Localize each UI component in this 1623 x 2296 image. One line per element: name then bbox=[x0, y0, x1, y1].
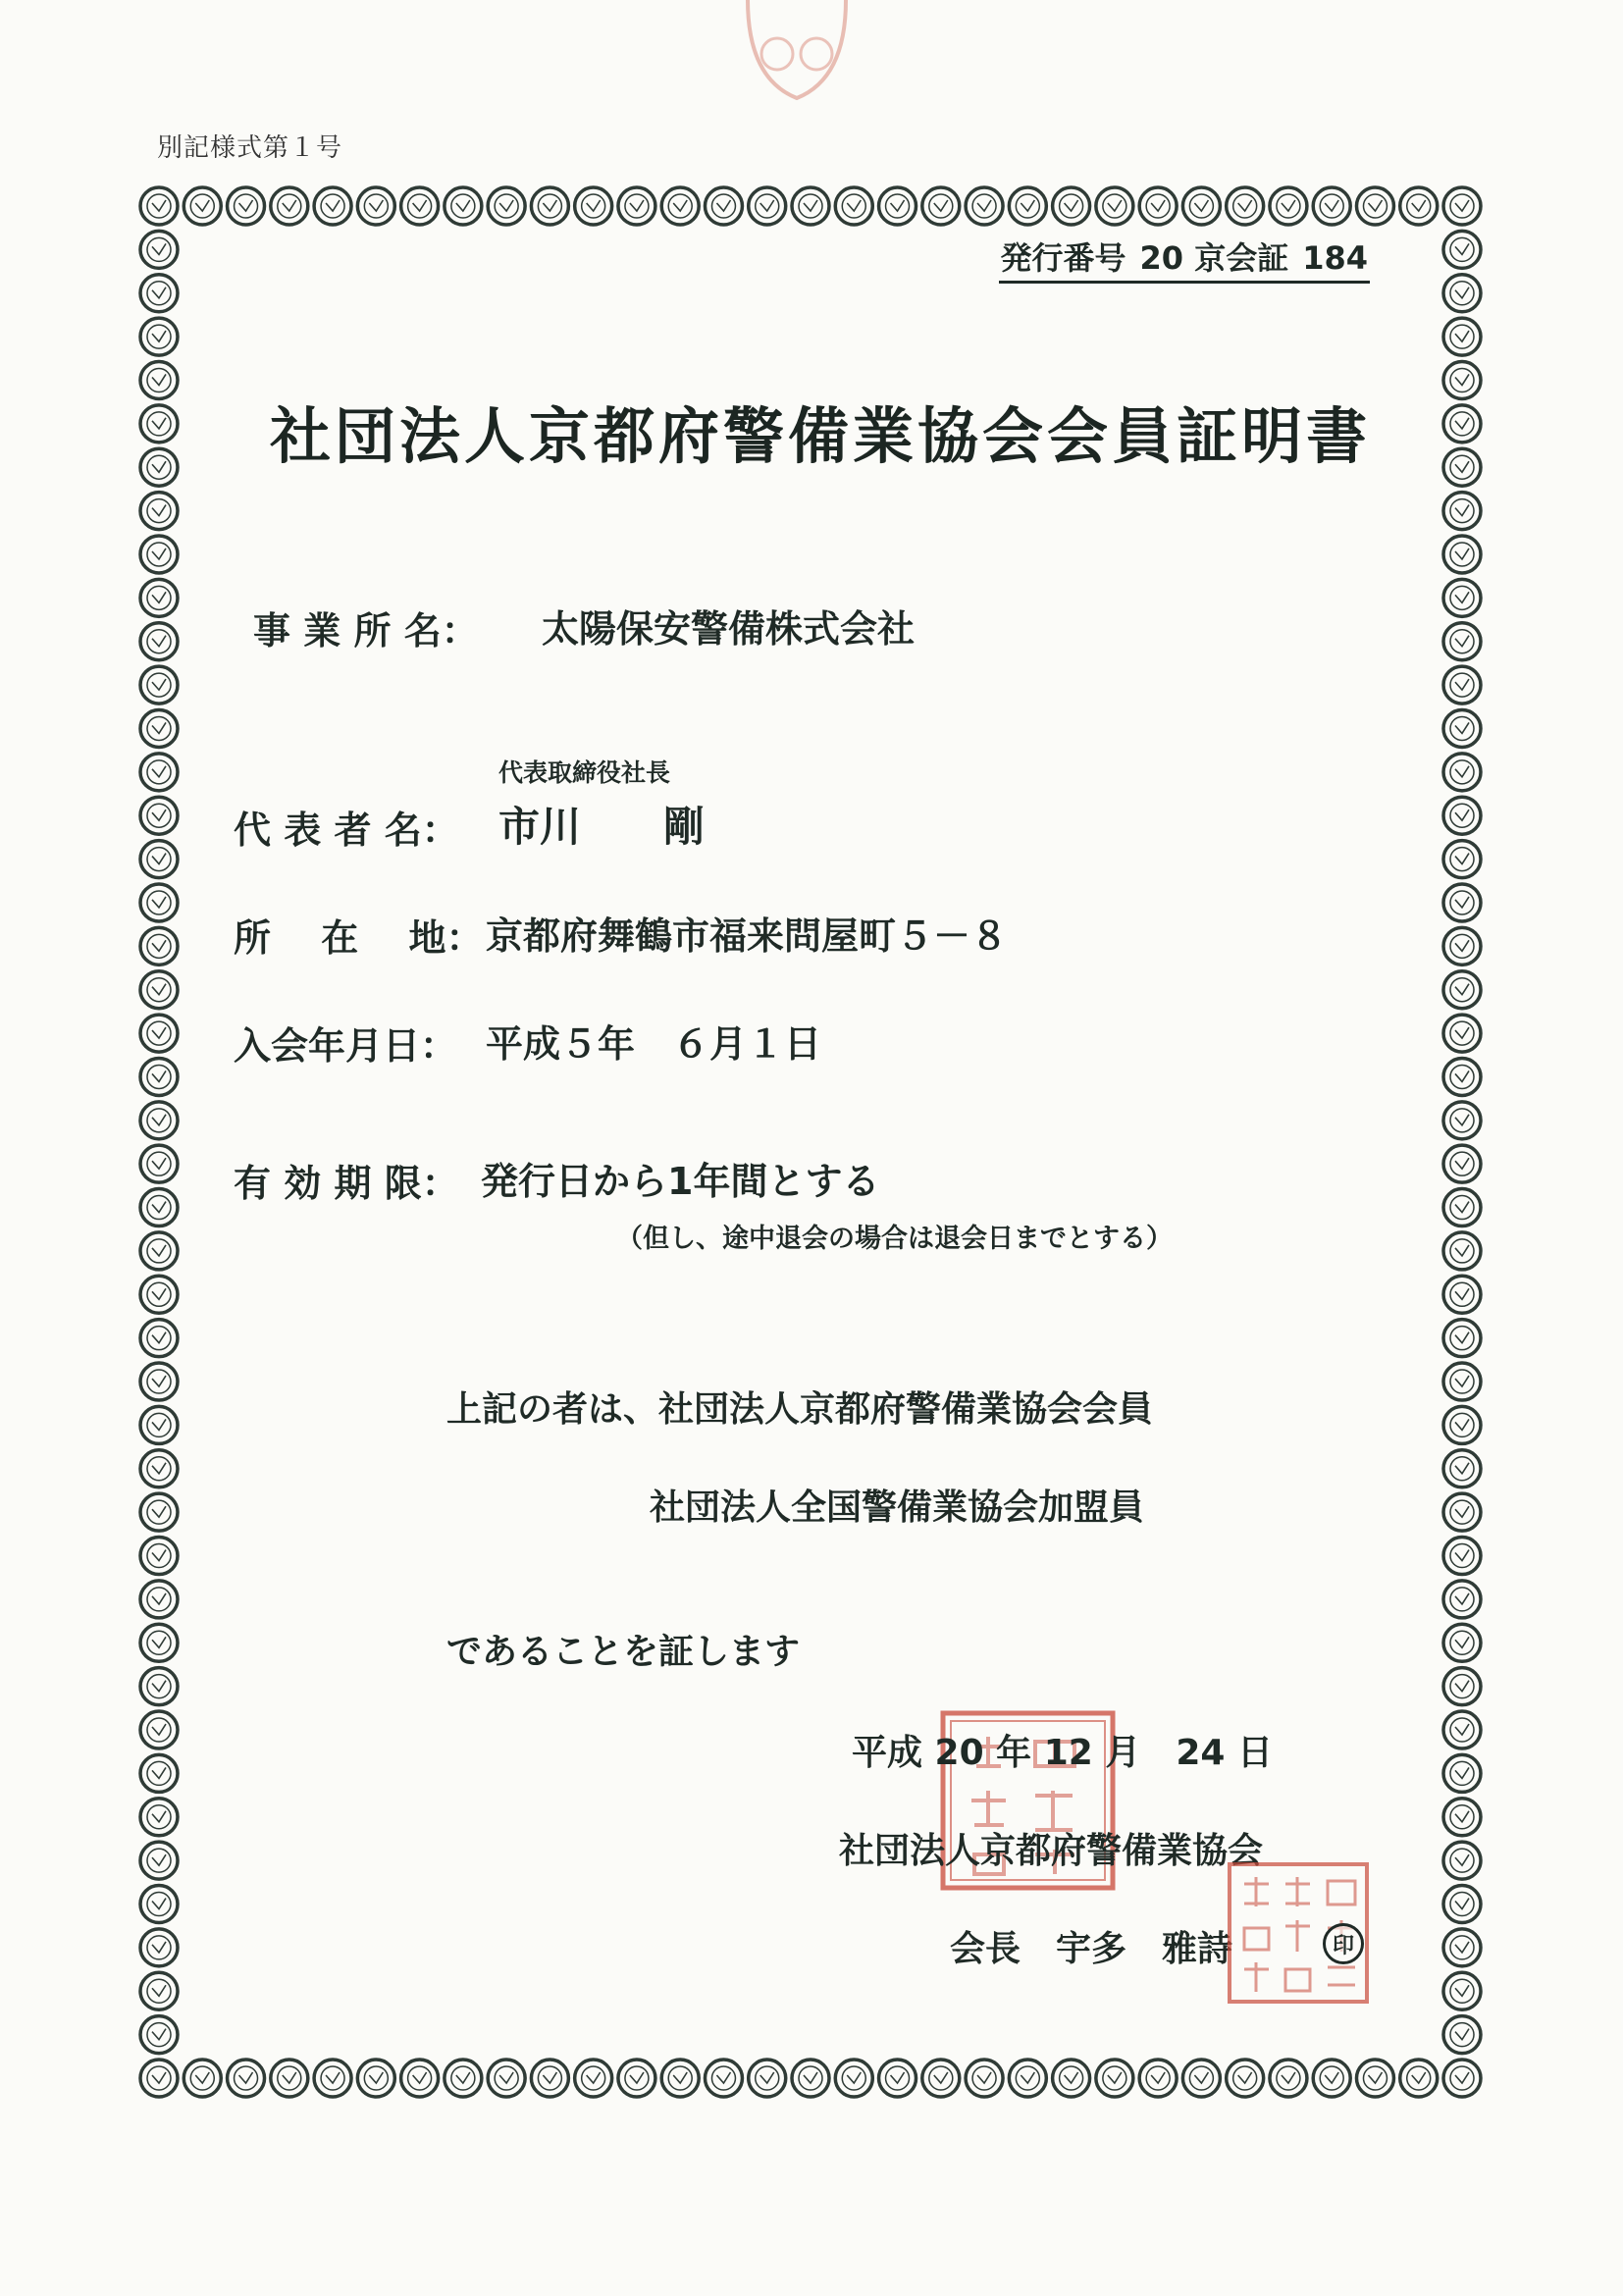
clock-ornament-icon bbox=[1443, 187, 1481, 225]
clock-ornament-icon bbox=[1443, 754, 1481, 791]
clock-ornament-icon bbox=[575, 187, 612, 225]
clock-ornament-icon bbox=[1443, 493, 1481, 530]
clock-ornament-icon bbox=[140, 1232, 178, 1270]
clock-ornament-icon bbox=[1139, 2060, 1177, 2097]
clock-ornament-icon bbox=[140, 841, 178, 878]
clock-ornament-icon bbox=[314, 2060, 351, 2097]
clock-ornament-icon bbox=[140, 1015, 178, 1052]
clock-ornament-icon bbox=[531, 2060, 568, 2097]
clock-ornament-icon bbox=[1443, 318, 1481, 355]
clock-ornament-icon bbox=[1443, 1886, 1481, 1923]
clock-ornament-icon bbox=[1443, 1668, 1481, 1705]
clock-ornament-icon bbox=[271, 187, 308, 225]
clock-ornament-icon bbox=[1009, 2060, 1046, 2097]
clock-ornament-icon bbox=[661, 2060, 699, 2097]
clock-ornament-icon bbox=[1270, 2060, 1307, 2097]
clock-ornament-icon bbox=[1443, 579, 1481, 616]
clock-ornament-icon bbox=[140, 2060, 178, 2097]
clock-ornament-icon bbox=[1053, 2060, 1090, 2097]
clock-ornament-icon bbox=[140, 448, 178, 486]
clock-ornament-icon bbox=[1443, 1972, 1481, 2009]
issue-date: 平成 20 年 12 月 24 日 bbox=[852, 1733, 1273, 1773]
join-date-label: 入会年月日： bbox=[234, 1024, 458, 1068]
clock-ornament-icon bbox=[1443, 275, 1481, 312]
clock-ornament-icon bbox=[1096, 2060, 1133, 2097]
clock-ornament-icon bbox=[140, 1320, 178, 1357]
clock-ornament-icon bbox=[1443, 666, 1481, 704]
clock-ornament-icon bbox=[749, 187, 786, 225]
clock-ornament-icon bbox=[140, 1102, 178, 1139]
clock-ornament-icon bbox=[705, 2060, 742, 2097]
statement-line-3: であることを証します bbox=[446, 1632, 801, 1672]
clock-ornament-icon bbox=[1443, 231, 1481, 268]
issuer-chairman: 会長 宇多 雅詩 bbox=[950, 1929, 1233, 1969]
validity-label: 有 効 期 限： bbox=[234, 1162, 459, 1205]
clock-ornament-icon bbox=[140, 405, 178, 443]
clock-ornament-icon bbox=[140, 971, 178, 1009]
issue-number-code: 20 京会証 bbox=[1139, 239, 1289, 277]
clock-ornament-icon bbox=[357, 187, 394, 225]
validity-note: （但し、途中退会の場合は退会日までとする） bbox=[616, 1224, 1173, 1254]
clock-ornament-icon bbox=[140, 1493, 178, 1531]
validity-value: 発行日から1年間とする bbox=[481, 1160, 880, 1203]
clock-ornament-icon bbox=[140, 275, 178, 312]
clock-ornament-icon bbox=[140, 1581, 178, 1618]
clock-ornament-icon bbox=[445, 187, 482, 225]
clock-ornament-icon bbox=[1313, 187, 1350, 225]
clock-ornament-icon bbox=[1443, 361, 1481, 398]
clock-ornament-icon bbox=[1443, 1232, 1481, 1270]
clock-ornament-icon bbox=[879, 2060, 916, 2097]
clock-ornament-icon bbox=[1009, 187, 1046, 225]
clock-ornament-icon bbox=[922, 187, 960, 225]
clock-ornament-icon bbox=[1443, 1102, 1481, 1139]
clock-ornament-icon bbox=[1443, 841, 1481, 878]
clock-ornament-icon bbox=[1443, 1015, 1481, 1052]
clock-ornament-icon bbox=[1443, 1711, 1481, 1748]
clock-ornament-icon bbox=[1443, 2016, 1481, 2054]
clock-ornament-icon bbox=[1443, 1624, 1481, 1661]
clock-ornament-icon bbox=[1443, 1929, 1481, 1966]
clock-ornament-icon bbox=[792, 2060, 829, 2097]
clock-ornament-icon bbox=[1096, 187, 1133, 225]
clock-ornament-icon bbox=[879, 187, 916, 225]
clock-ornament-icon bbox=[1443, 623, 1481, 660]
clock-ornament-icon bbox=[661, 187, 699, 225]
clock-ornament-icon bbox=[1443, 1363, 1481, 1400]
clock-ornament-icon bbox=[140, 1189, 178, 1226]
clock-ornament-icon bbox=[140, 754, 178, 791]
clock-ornament-icon bbox=[1443, 1406, 1481, 1443]
clock-ornament-icon bbox=[228, 187, 265, 225]
clock-ornament-icon bbox=[1443, 1276, 1481, 1313]
clock-ornament-icon bbox=[1443, 971, 1481, 1009]
clock-ornament-icon bbox=[488, 187, 525, 225]
clock-ornament-icon bbox=[271, 2060, 308, 2097]
address-label: 所 在 地： bbox=[234, 916, 484, 960]
clock-ornament-icon bbox=[140, 361, 178, 398]
certificate-title: 社団法人京都府警備業協会会員証明書 bbox=[270, 400, 1372, 472]
clock-ornament-icon bbox=[1356, 187, 1393, 225]
clock-ornament-icon bbox=[1400, 2060, 1438, 2097]
issuer-organization: 社団法人京都府警備業協会 bbox=[839, 1831, 1264, 1871]
clock-ornament-icon bbox=[140, 623, 178, 660]
clock-ornament-icon bbox=[1443, 709, 1481, 747]
business-name-label: 事 業 所 名： bbox=[253, 609, 479, 652]
clock-ornament-icon bbox=[1443, 1799, 1481, 1836]
clock-ornament-icon bbox=[228, 2060, 265, 2097]
clock-ornament-icon bbox=[1313, 2060, 1350, 2097]
clock-ornament-icon bbox=[618, 2060, 655, 2097]
clock-ornament-icon bbox=[140, 493, 178, 530]
clock-ornament-icon bbox=[1443, 797, 1481, 834]
clock-ornament-icon bbox=[1443, 1450, 1481, 1487]
clock-ornament-icon bbox=[183, 2060, 221, 2097]
clock-ornament-icon bbox=[1443, 1493, 1481, 1531]
clock-ornament-icon bbox=[1443, 1842, 1481, 1879]
clock-ornament-icon bbox=[140, 1972, 178, 2009]
statement-line-1: 上記の者は、社団法人京都府警備業協会会員 bbox=[446, 1389, 1154, 1430]
business-name-value: 太陽保安警備株式会社 bbox=[542, 607, 916, 651]
clock-ornament-icon bbox=[140, 709, 178, 747]
clock-ornament-icon bbox=[1182, 2060, 1220, 2097]
clock-ornament-icon bbox=[1443, 536, 1481, 573]
clock-ornament-icon bbox=[1356, 2060, 1393, 2097]
clock-ornament-icon bbox=[401, 2060, 439, 2097]
clock-ornament-icon bbox=[140, 1929, 178, 1966]
clock-ornament-icon bbox=[140, 1842, 178, 1879]
clock-ornament-icon bbox=[1443, 927, 1481, 965]
clock-ornament-icon bbox=[140, 884, 178, 921]
clock-ornament-icon bbox=[183, 187, 221, 225]
clock-ornament-icon bbox=[1443, 1145, 1481, 1182]
representative-title: 代表取締役社長 bbox=[498, 758, 671, 787]
clock-ornament-icon bbox=[835, 187, 872, 225]
clock-ornament-icon bbox=[966, 187, 1003, 225]
clock-ornament-icon bbox=[1400, 187, 1438, 225]
clock-ornament-icon bbox=[1139, 187, 1177, 225]
clock-ornament-icon bbox=[401, 187, 439, 225]
clock-ornament-icon bbox=[1053, 187, 1090, 225]
clock-ornament-icon bbox=[140, 1538, 178, 1575]
clock-ornament-icon bbox=[140, 1058, 178, 1095]
clock-ornament-icon bbox=[140, 536, 178, 573]
clock-ornament-icon bbox=[705, 187, 742, 225]
clock-ornament-icon bbox=[1443, 1189, 1481, 1226]
clock-ornament-icon bbox=[140, 1145, 178, 1182]
clock-ornament-icon bbox=[140, 1711, 178, 1748]
clock-ornament-icon bbox=[531, 187, 568, 225]
clock-ornament-icon bbox=[749, 2060, 786, 2097]
clock-ornament-icon bbox=[1443, 1581, 1481, 1618]
clock-ornament-icon bbox=[140, 1799, 178, 1836]
clock-ornament-icon bbox=[140, 1668, 178, 1705]
clock-ornament-icon bbox=[140, 1450, 178, 1487]
clock-ornament-icon bbox=[140, 797, 178, 834]
clock-ornament-icon bbox=[1443, 1754, 1481, 1792]
clock-ornament-icon bbox=[1182, 187, 1220, 225]
clock-ornament-icon bbox=[140, 1406, 178, 1443]
clock-ornament-icon bbox=[575, 2060, 612, 2097]
clock-ornament-icon bbox=[140, 1276, 178, 1313]
issue-number bbox=[999, 234, 1371, 284]
clock-ornament-icon bbox=[140, 1624, 178, 1661]
clock-ornament-icon bbox=[966, 2060, 1003, 2097]
clock-ornament-icon bbox=[1443, 1320, 1481, 1357]
issue-number-value: 184 bbox=[1302, 239, 1368, 277]
clock-ornament-icon bbox=[1227, 187, 1264, 225]
clock-ornament-icon bbox=[140, 231, 178, 268]
clock-ornament-icon bbox=[835, 2060, 872, 2097]
clock-ornament-icon bbox=[140, 318, 178, 355]
representative-value: 市川 剛 bbox=[498, 803, 706, 851]
clock-ornament-icon bbox=[140, 1363, 178, 1400]
clock-ornament-icon bbox=[314, 187, 351, 225]
clock-ornament-icon bbox=[1443, 405, 1481, 443]
clock-ornament-icon bbox=[1443, 1058, 1481, 1095]
clock-ornament-icon bbox=[140, 579, 178, 616]
clock-ornament-icon bbox=[445, 2060, 482, 2097]
representative-label: 代 表 者 名： bbox=[234, 809, 459, 852]
clock-ornament-icon bbox=[1443, 448, 1481, 486]
clock-ornament-icon bbox=[1443, 884, 1481, 921]
address-value: 京都府舞鶴市福来問屋町５－８ bbox=[486, 914, 1009, 958]
clock-ornament-icon bbox=[140, 927, 178, 965]
issue-number-label: 発行番号 bbox=[1000, 239, 1126, 277]
join-date-value: 平成５年 ６月１日 bbox=[486, 1022, 822, 1066]
clock-ornament-icon bbox=[1443, 2060, 1481, 2097]
clock-ornament-icon bbox=[140, 187, 178, 225]
clock-ornament-icon bbox=[140, 2016, 178, 2054]
statement-line-2: 社団法人全国警備業協会加盟員 bbox=[650, 1487, 1145, 1528]
clock-ornament-icon bbox=[140, 666, 178, 704]
clock-ornament-icon bbox=[618, 187, 655, 225]
clock-ornament-icon bbox=[140, 1886, 178, 1923]
clock-ornament-icon bbox=[1227, 2060, 1264, 2097]
clock-ornament-icon bbox=[1443, 1538, 1481, 1575]
clock-ornament-icon bbox=[922, 2060, 960, 2097]
clock-ornament-icon bbox=[1270, 187, 1307, 225]
clock-ornament-icon bbox=[357, 2060, 394, 2097]
seal-mark: 印 bbox=[1323, 1923, 1364, 1964]
form-number: 別記様式第１号 bbox=[157, 133, 343, 163]
clock-ornament-icon bbox=[140, 1754, 178, 1792]
clock-ornament-icon bbox=[792, 187, 829, 225]
clock-ornament-icon bbox=[488, 2060, 525, 2097]
